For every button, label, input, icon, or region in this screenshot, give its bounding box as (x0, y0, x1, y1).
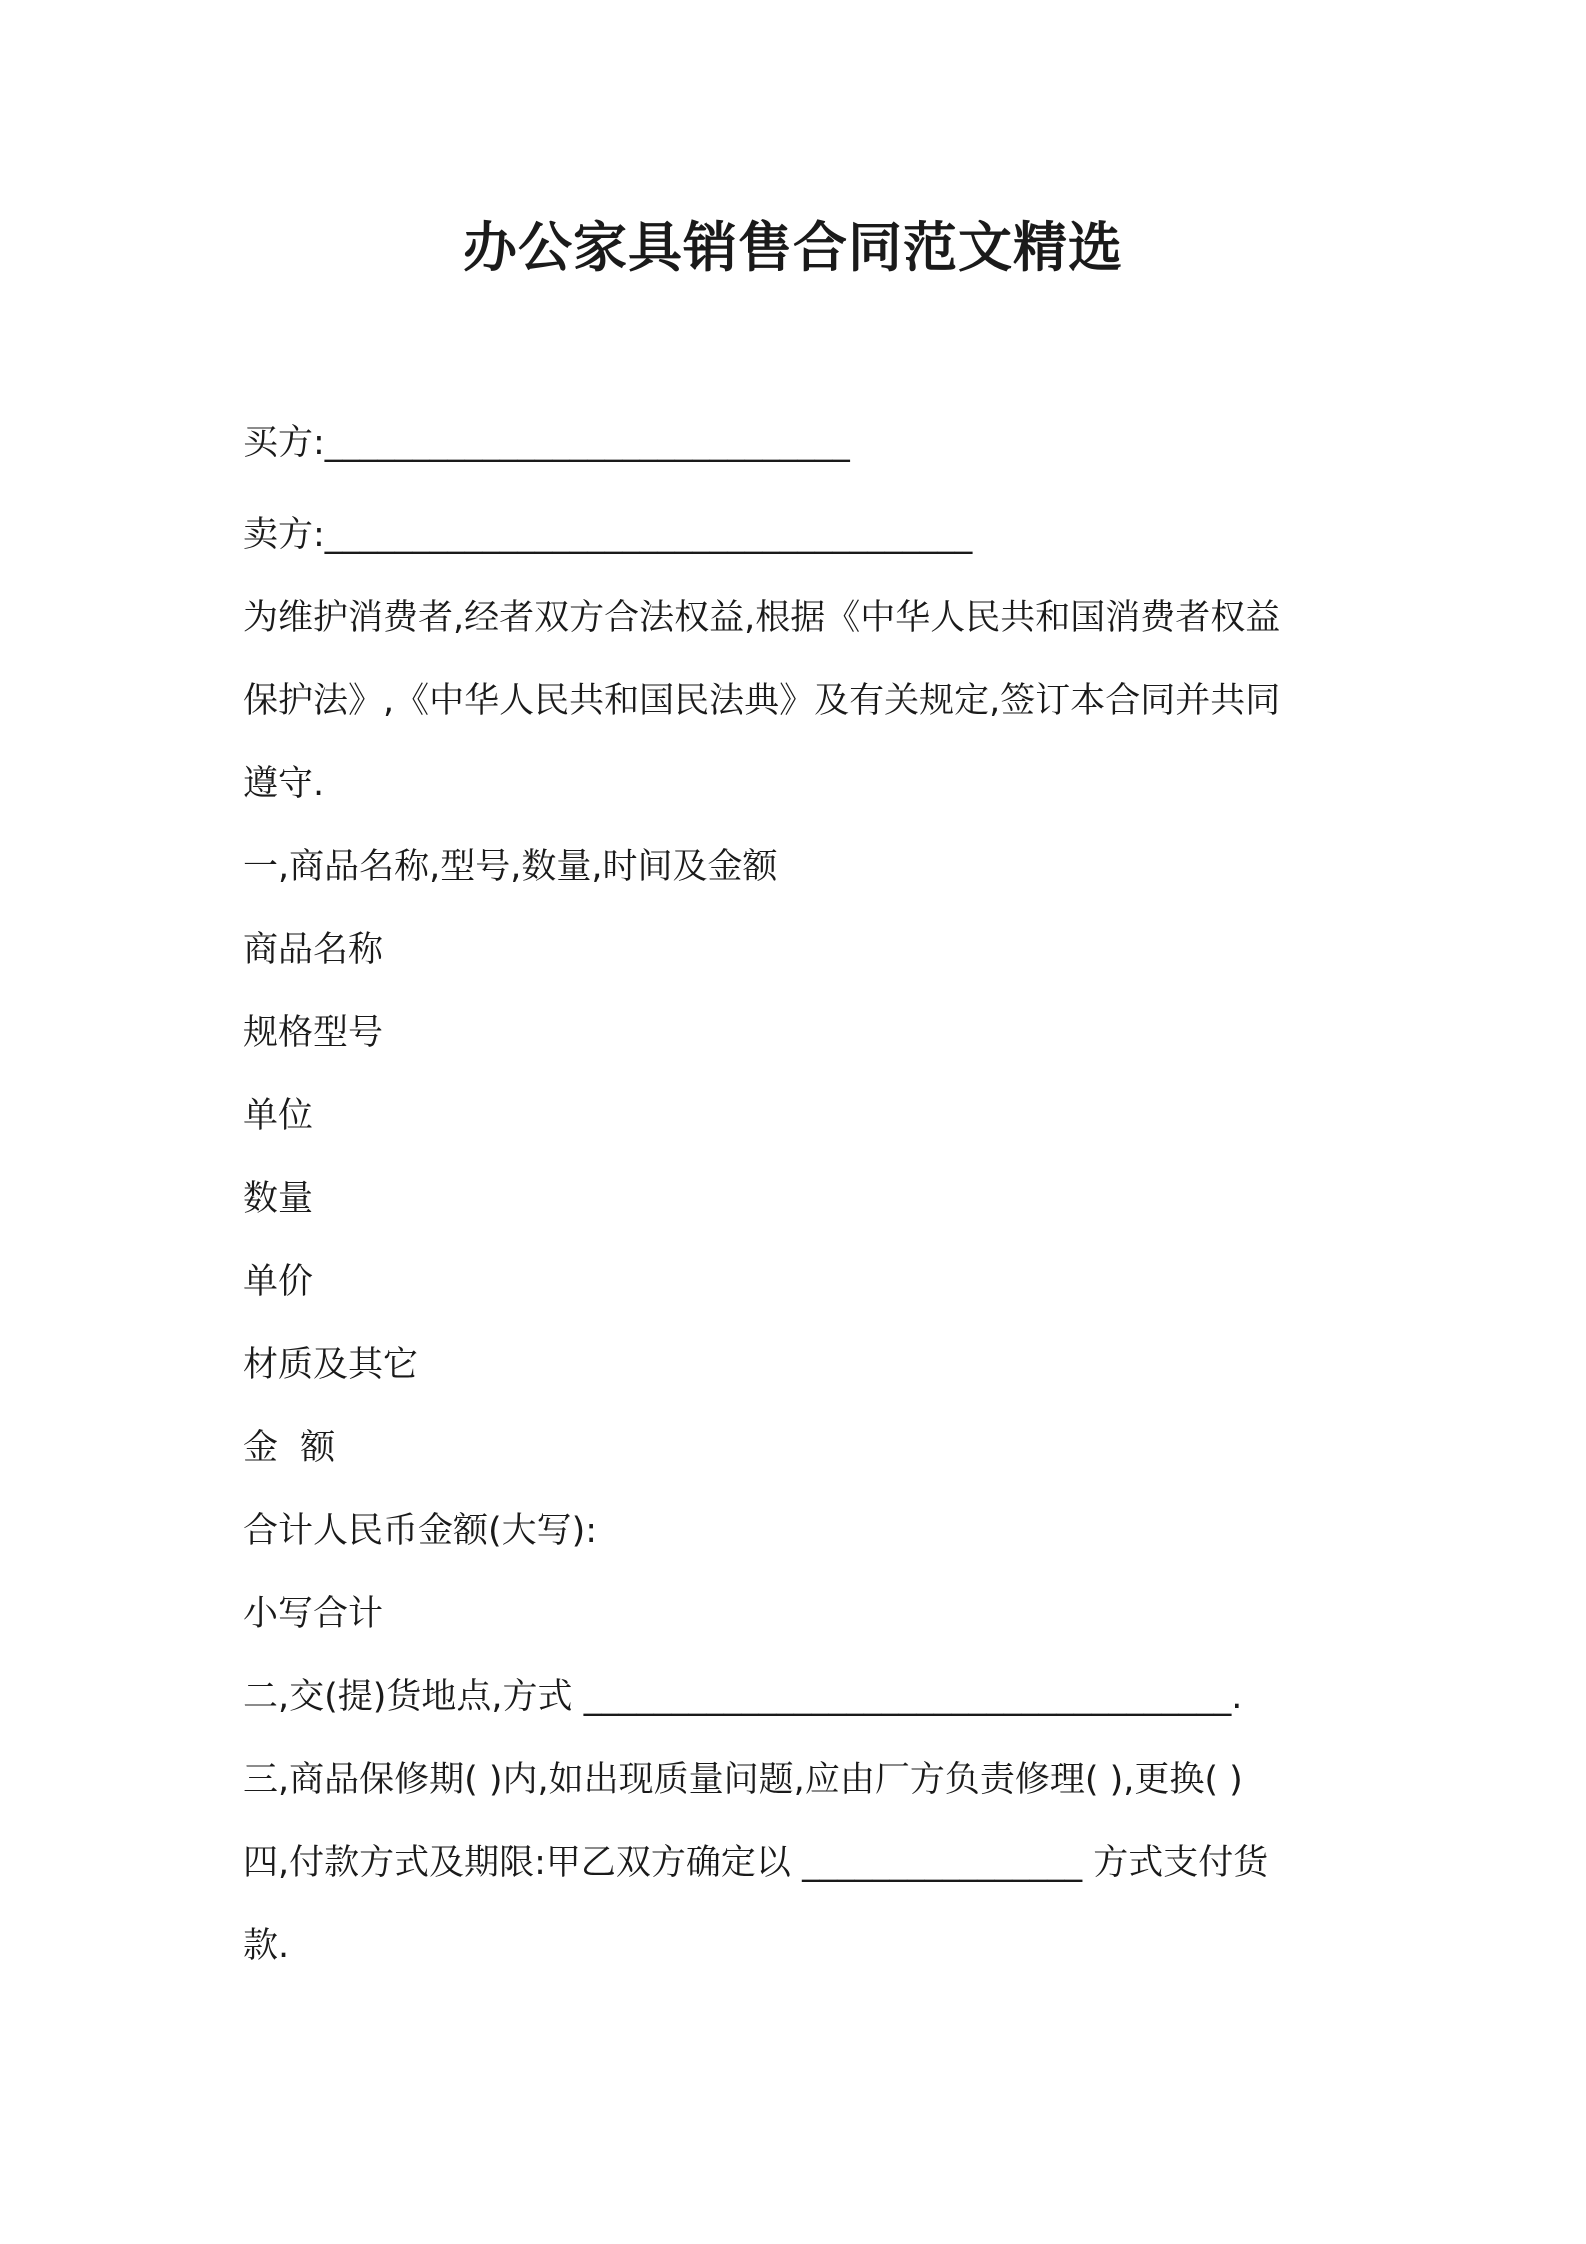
section-4-continuation: 款. (243, 1926, 290, 1966)
section-4-suffix: 方式支付货 (1093, 1843, 1269, 1883)
document-title: 办公家具销售合同范文精选 (463, 216, 1123, 279)
field-total-uppercase: 合计人民币金额(大写): (243, 1511, 598, 1551)
preamble-line-2: 保护法》,《中华人民共和国民法典》及有关规定,签订本合同并共同 (243, 681, 1281, 721)
spacer (243, 485, 1363, 494)
seller-label: 卖方: (243, 515, 325, 555)
seller-line (243, 494, 1363, 577)
buyer-blank: ______________________________ (324, 423, 850, 463)
field-amount: 金 额 (243, 1428, 336, 1468)
field-unit-price: 单价 (243, 1262, 314, 1302)
field-product-name: 商品名称 (243, 930, 384, 970)
section-2-blank: _____________________________________. (583, 1677, 1243, 1717)
document-body (243, 402, 1363, 1988)
field-total-lowercase: 小写合计 (243, 1594, 384, 1634)
preamble-line-3: 遵守. (243, 764, 325, 804)
seller-blank: _____________________________________ (324, 515, 973, 555)
buyer-label: 买方: (243, 423, 325, 463)
section-1-heading: 一,商品名称,型号,数量,时间及金额 (243, 847, 778, 887)
field-unit: 单位 (243, 1096, 314, 1136)
buyer-line (243, 402, 1363, 485)
section-4-line (243, 1822, 1363, 1905)
preamble-line-1: 为维护消费者,经者双方合法权益,根据《中华人民共和国消费者权益 (243, 598, 1281, 638)
section-2-line (243, 1656, 1363, 1739)
section-4-prefix: 四,付款方式及期限:甲乙双方确定以 (243, 1843, 791, 1883)
section-3-line: 三,商品保修期( )内,如出现质量问题,应由厂方负责修理( ),更换( ) (243, 1760, 1243, 1800)
field-quantity: 数量 (243, 1179, 314, 1219)
field-model: 规格型号 (243, 1013, 384, 1053)
field-material: 材质及其它 (243, 1345, 419, 1385)
section-4-blank: ________________ (802, 1843, 1083, 1883)
section-2-label: 二,交(提)货地点,方式 (243, 1677, 573, 1717)
